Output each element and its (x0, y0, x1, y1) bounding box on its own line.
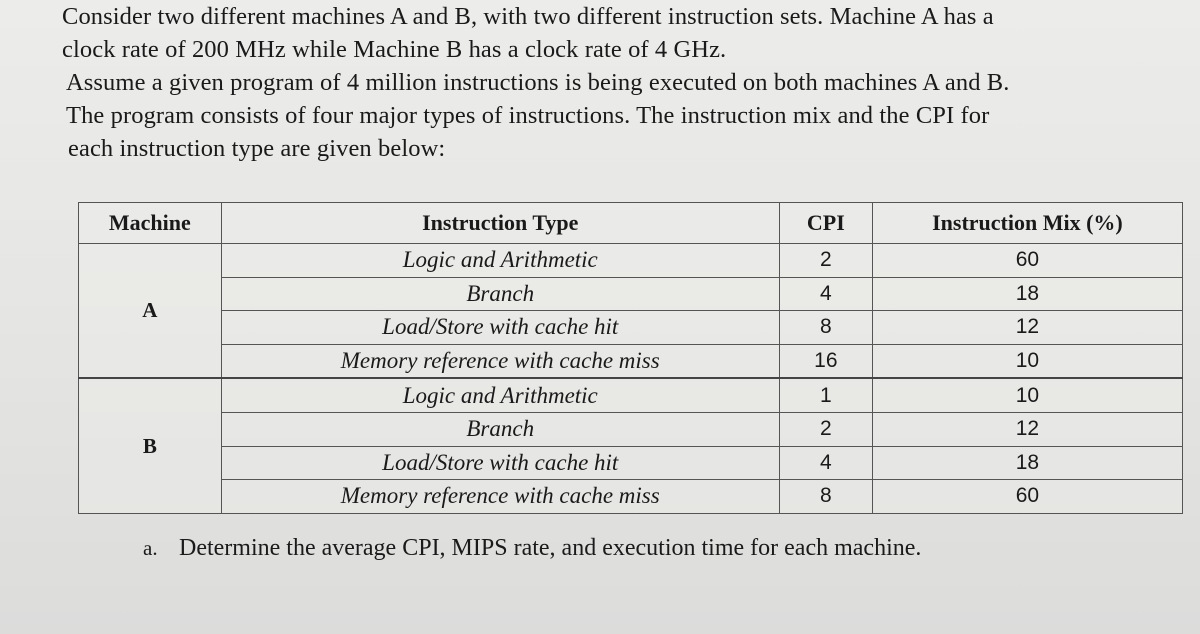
table-row (79, 344, 1183, 378)
mix-cell: 60 (872, 244, 1182, 278)
question-text: Determine the average CPI, MIPS rate, and execution time for each machine. (179, 535, 922, 561)
cpi-cell: 4 (779, 446, 872, 480)
header-machine: Machine (79, 203, 222, 244)
instruction-mix-table (78, 202, 1183, 514)
instruction-type-cell: Branch (221, 277, 779, 311)
mix-cell: 10 (872, 344, 1182, 378)
question-label: a. (143, 536, 158, 560)
table-row (79, 277, 1183, 311)
instruction-type-cell: Memory reference with cache miss (221, 480, 779, 514)
table-row (79, 311, 1183, 345)
intro-line-3: Assume a given program of 4 million instructions is being executed on both machines A and B. (66, 69, 1010, 96)
cpi-cell: 1 (779, 378, 872, 412)
mix-cell: 12 (872, 412, 1182, 446)
intro-line-2: clock rate of 200 MHz while Machine B has a clock rate of 4 GHz. (62, 36, 727, 63)
intro-line-5: each instruction type are given below: (68, 135, 446, 162)
instruction-type-cell: Load/Store with cache hit (221, 446, 779, 480)
cpi-cell: 8 (779, 480, 872, 514)
header-instruction-mix: Instruction Mix (%) (872, 203, 1182, 244)
instruction-type-cell: Logic and Arithmetic (221, 378, 779, 412)
table-row (79, 244, 1183, 278)
cpi-cell: 2 (779, 244, 872, 278)
mix-cell: 60 (872, 480, 1182, 514)
table-row (79, 480, 1183, 514)
cpi-cell: 4 (779, 277, 872, 311)
table-row (79, 446, 1183, 480)
problem-statement (62, 0, 1182, 165)
mix-cell: 18 (872, 446, 1182, 480)
instruction-type-cell: Logic and Arithmetic (221, 244, 779, 278)
header-cpi: CPI (779, 203, 872, 244)
mix-cell: 18 (872, 277, 1182, 311)
question-a (143, 535, 921, 562)
machine-a-label: A (79, 244, 222, 379)
cpi-cell: 16 (779, 344, 872, 378)
machine-a-group (79, 244, 1183, 379)
machine-b-group (79, 378, 1183, 513)
table-row (79, 378, 1183, 412)
mix-cell: 10 (872, 378, 1182, 412)
cpi-cell: 2 (779, 412, 872, 446)
table-row (79, 412, 1183, 446)
machine-b-label: B (79, 378, 222, 513)
instruction-type-cell: Memory reference with cache miss (221, 344, 779, 378)
table-header-row (79, 203, 1183, 244)
mix-cell: 12 (872, 311, 1182, 345)
instruction-type-cell: Load/Store with cache hit (221, 311, 779, 345)
header-instruction-type: Instruction Type (221, 203, 779, 244)
instruction-type-cell: Branch (221, 412, 779, 446)
cpi-cell: 8 (779, 311, 872, 345)
intro-line-1: Consider two different machines A and B, with two different instruction sets. Machine A has a (62, 3, 994, 30)
intro-line-4: The program consists of four major types of instructions. The instruction mix and the CPI for (66, 102, 990, 129)
